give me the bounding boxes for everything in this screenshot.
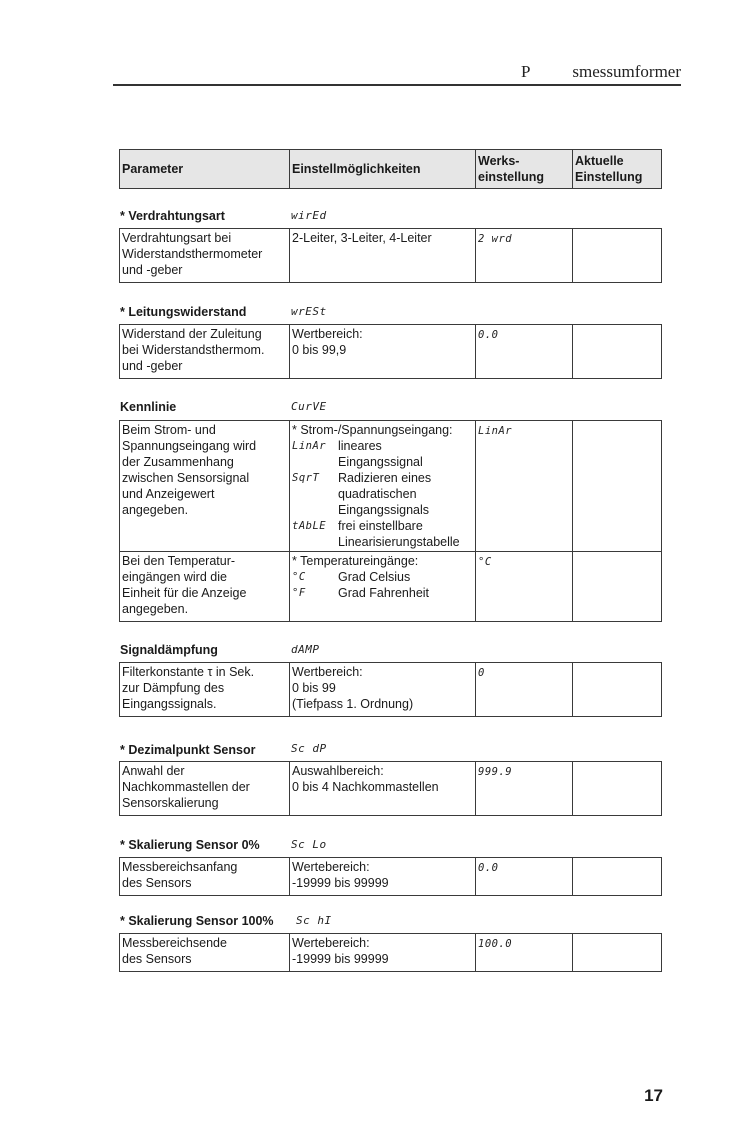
- display-code-line-resistance: wrESt: [291, 305, 327, 318]
- table-scale-lo: [119, 857, 662, 896]
- col-header-parameter: Parameter: [120, 150, 290, 189]
- current-value-cell[interactable]: [573, 229, 662, 283]
- default-value: 100.0: [476, 934, 573, 972]
- option-code: tAbLE: [292, 520, 327, 532]
- display-code-scale-lo: Sc Lo: [291, 838, 327, 851]
- param-options: * Temperatureingänge: °C Grad Celsius °F Grad Fahrenheit: [290, 552, 476, 622]
- col-header-options: Einstellmöglichkeiten: [290, 150, 476, 189]
- section-title-wiring: * Verdrahtungsart: [120, 209, 225, 223]
- col-header-default: Werks- einstellung: [476, 150, 573, 189]
- default-value: 0.0: [476, 325, 573, 379]
- section-title-scale-hi: * Skalierung Sensor 100%: [120, 914, 274, 928]
- param-desc: Widerstand der Zuleitung bei Widerstandsthermom. und -geber: [120, 325, 290, 379]
- param-desc: Messbereichsanfang des Sensors: [120, 858, 290, 896]
- param-desc: Bei den Temperatur- eingängen wird die Einheit für die Anzeige angegeben.: [120, 552, 290, 622]
- current-value-cell[interactable]: [573, 421, 662, 552]
- table-damping: [119, 662, 662, 717]
- col-header-current: Aktuelle Einstellung: [573, 150, 662, 189]
- param-options: Wertbereich: 0 bis 99 (Tiefpass 1. Ordnung): [290, 663, 476, 717]
- default-value: 999.9: [476, 762, 573, 816]
- current-value-cell[interactable]: [573, 934, 662, 972]
- param-desc: Verdrahtungsart bei Widerstandsthermometer und -geber: [120, 229, 290, 283]
- header-rule: [113, 84, 681, 86]
- display-code-damping: dAMP: [291, 643, 320, 656]
- column-header-table: [119, 149, 662, 189]
- display-code-wiring: wirEd: [291, 209, 327, 222]
- display-code-decimal: Sc dP: [291, 742, 327, 755]
- page-number: 17: [644, 1086, 663, 1105]
- current-value-cell[interactable]: [573, 552, 662, 622]
- current-value-cell[interactable]: [573, 762, 662, 816]
- table-decimal: [119, 761, 662, 816]
- section-title-line-resistance: * Leitungswiderstand: [120, 305, 247, 319]
- default-value: 0.0: [476, 858, 573, 896]
- param-options: * Strom-/Spannungseingang: LinAr lineares Eingangssignal SqrT Radizieren eines quadratischen Eingangssignals tAbLE frei einstellbare Linearisierungstabelle: [290, 421, 476, 552]
- param-desc: Anwahl der Nachkommastellen der Sensorskalierung: [120, 762, 290, 816]
- table-scale-hi: [119, 933, 662, 972]
- default-value: 0: [476, 663, 573, 717]
- display-code-curve: CurVE: [291, 400, 327, 413]
- running-head: [521, 62, 681, 82]
- section-title-scale-lo: * Skalierung Sensor 0%: [120, 838, 260, 852]
- param-options: Wertebereich: -19999 bis 99999: [290, 858, 476, 896]
- option-code: LinAr: [292, 440, 327, 452]
- current-value-cell[interactable]: [573, 858, 662, 896]
- param-options: Auswahlbereich: 0 bis 4 Nachkommastellen: [290, 762, 476, 816]
- table-wiring: [119, 228, 662, 283]
- option-code: °C: [292, 571, 306, 583]
- option-code: SqrT: [292, 472, 320, 484]
- param-options: Wertbereich: 0 bis 99,9: [290, 325, 476, 379]
- section-title-curve: Kennlinie: [120, 400, 177, 414]
- option-code: °F: [292, 587, 306, 599]
- default-value: 2 wrd: [476, 229, 573, 283]
- param-desc: Messbereichsende des Sensors: [120, 934, 290, 972]
- param-options: 2-Leiter, 3-Leiter, 4-Leiter: [290, 229, 476, 283]
- table-curve: [119, 420, 662, 622]
- param-desc: Filterkonstante τ in Sek. zur Dämpfung des Eingangssignals.: [120, 663, 290, 717]
- default-value: LinAr: [476, 421, 573, 552]
- param-desc: Beim Strom- und Spannungseingang wird der Zusammenhang zwischen Sensorsignal und Anzeigewert angegeben.: [120, 421, 290, 552]
- section-title-decimal: * Dezimalpunkt Sensor: [120, 743, 256, 757]
- default-value: °C: [476, 552, 573, 622]
- current-value-cell[interactable]: [573, 663, 662, 717]
- display-code-scale-hi: Sc hI: [296, 914, 332, 927]
- section-title-damping: Signaldämpfung: [120, 643, 218, 657]
- param-options: Wertebereich: -19999 bis 99999: [290, 934, 476, 972]
- running-head-title: smessumformer: [572, 62, 681, 81]
- table-line-resistance: [119, 324, 662, 379]
- running-head-letter: P: [520, 62, 531, 81]
- current-value-cell[interactable]: [573, 325, 662, 379]
